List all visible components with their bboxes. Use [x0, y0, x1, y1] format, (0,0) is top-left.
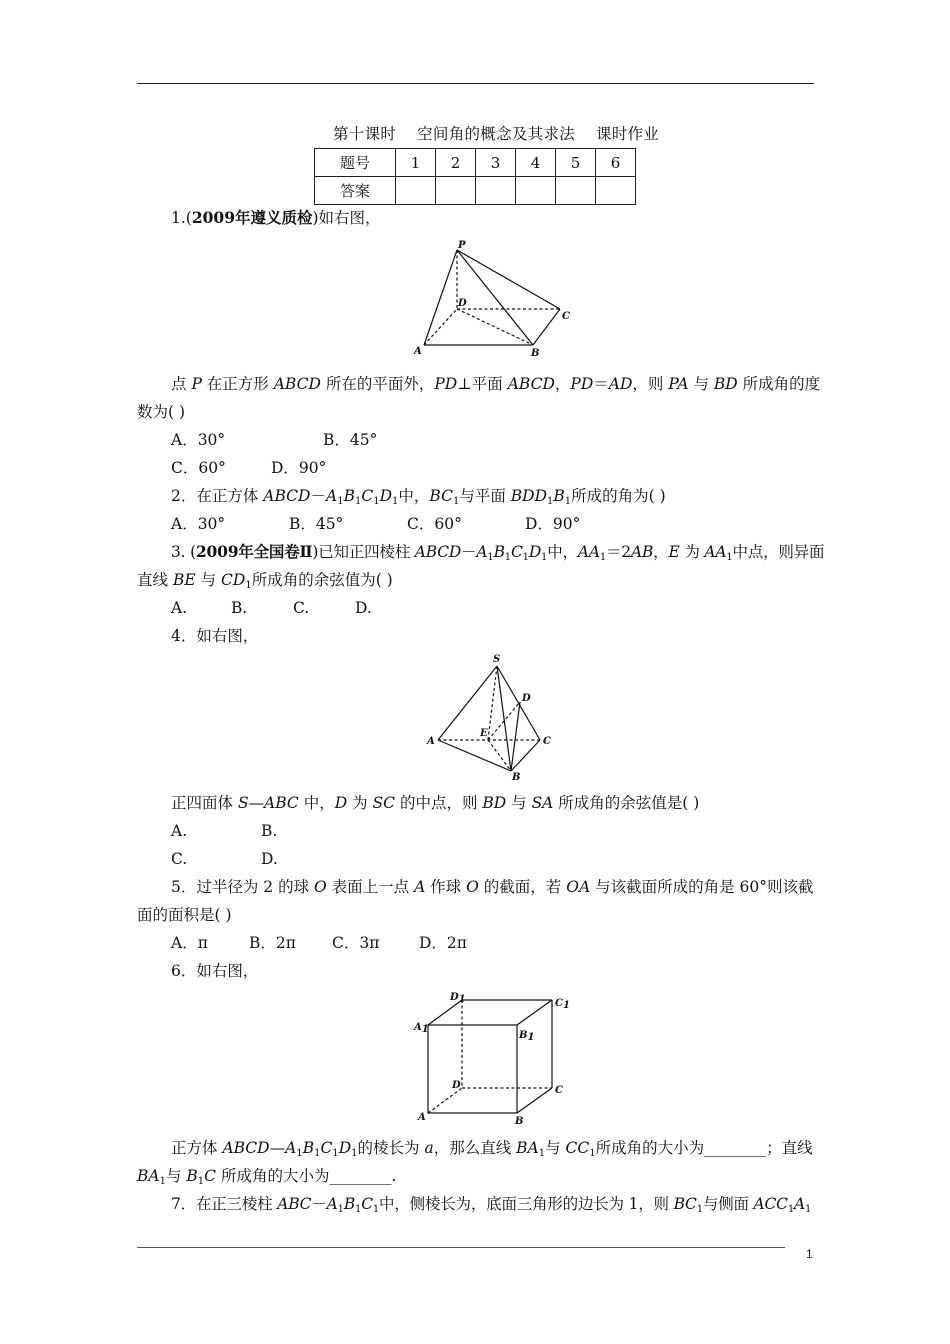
option-d: D．90° [271, 459, 327, 477]
label-D: D [458, 298, 467, 309]
option-d: D．2π [419, 934, 467, 952]
answer-cell [556, 177, 596, 205]
option-c: C．60° [171, 459, 226, 477]
option-c: C．3π [332, 934, 380, 952]
option-c: C．60° [407, 515, 462, 533]
option-b: B．45° [323, 431, 378, 449]
label-D1: D1 [450, 992, 466, 1005]
q4-options-cd [171, 849, 278, 869]
label-A: A [418, 1112, 426, 1123]
option-b: B．2π [249, 934, 296, 952]
q3-text-line2: 直线 BE 与 $CD_1$所成角的余弦值为( ) [137, 571, 393, 591]
label-A: A [414, 346, 422, 357]
table-cell: 4 [516, 149, 556, 177]
option-c: C. [293, 599, 310, 617]
label-A: A [427, 736, 435, 747]
table-header-cell: 题号 [315, 149, 396, 177]
header-rule [137, 83, 814, 84]
label-D: D [522, 693, 531, 704]
label-A1: A1 [414, 1022, 429, 1035]
figure-tetrahedron [424, 650, 564, 782]
label-B: B [512, 772, 521, 782]
q2-text: 2．在正方体 $ABCD-A_1B_1C_1D_1$中，$BC_1$与平面 $BDD_1B_1$所成的角为( ) [171, 487, 666, 507]
q2-options [171, 514, 580, 534]
q4-options-ab [171, 821, 277, 841]
page-title: 第十课时 空间角的概念及其求法 课时作业 [333, 125, 660, 143]
label-B: B [531, 348, 540, 359]
answer-cell [396, 177, 436, 205]
option-a: A．π [171, 934, 208, 952]
option-b: B．45° [289, 515, 344, 533]
option-a: A. [171, 822, 188, 840]
table-cell: 5 [556, 149, 596, 177]
q1-text-line1: 点 P 在正方形 ABCD 所在的平面外，PD⊥平面 ABCD，PD＝AD，则 PA 与 BD 所成角的度 [171, 375, 821, 393]
q1-text-line2: 数为( ) [137, 403, 186, 421]
option-c: C. [171, 850, 188, 868]
label-S: S [493, 654, 501, 665]
label-C: C [555, 1085, 563, 1096]
table-row [315, 177, 636, 205]
table-cell: 6 [596, 149, 636, 177]
table-cell: 3 [476, 149, 516, 177]
answer-cell [436, 177, 476, 205]
q1-intro: 1.(2009年遵义质检)如右图， [171, 208, 381, 227]
table-row [315, 149, 636, 177]
figure-cube [410, 988, 580, 1128]
q1-options-cd [171, 458, 326, 478]
option-b: B. [231, 599, 248, 617]
q7-text: 7．在正三棱柱 $ABC-A_1B_1C_1$中，侧棱长为，底面三角形的边长为 1，则 $BC_1$与侧面 $ACC_1A_1$ [171, 1195, 812, 1215]
option-a: A．30° [171, 431, 226, 449]
label-B: B [515, 1116, 524, 1127]
label-C: C [562, 311, 570, 322]
option-d: D．90° [525, 515, 581, 533]
option-a: A．30° [171, 515, 226, 533]
answer-cell [596, 177, 636, 205]
q6-text-line1: 正方体 $ABCD—A_1B_1C_1D_1$的棱长为 a，那么直线 $BA_1$与 $CC_1$所成角的大小为________；直线 [171, 1139, 813, 1159]
page-number: 1 [806, 1247, 813, 1261]
q5-text-line1: 5．过半径为 2 的球 O 表面上一点 A 作球 O 的截面，若 OA 与该截面所成的角是 60°则该截 [171, 878, 814, 896]
label-C: C [543, 736, 551, 747]
q4-intro: 4．如右图， [171, 627, 259, 645]
label-D: D [452, 1080, 461, 1091]
q4-text: 正四面体 S—ABC 中，D 为 SC 的中点，则 BD 与 SA 所成角的余弦值是( ) [171, 794, 700, 812]
option-d: D. [261, 850, 278, 868]
q6-intro: 6．如右图， [171, 962, 259, 980]
q5-options [171, 933, 467, 953]
q3-options [171, 598, 372, 618]
label-B1: B1 [519, 1030, 535, 1043]
q3-text-line1: 3. (2009年全国卷Ⅱ)已知正四棱柱 $ABCD-A_1B_1C_1D_1$中，$AA_1=2AB$，E 为 $AA_1$中点，则异面 [171, 542, 825, 563]
label-P: P [458, 240, 466, 251]
label-E: E [480, 728, 488, 739]
q5-text-line2: 面的面积是( ) [137, 906, 232, 924]
table-cell: 1 [396, 149, 436, 177]
option-d: D. [355, 599, 372, 617]
table-header-cell: 答案 [315, 177, 396, 205]
figure-pyramid-pabcd [410, 238, 580, 360]
footer-rule [137, 1247, 785, 1248]
q1-options-ab [171, 430, 377, 450]
answer-cell [476, 177, 516, 205]
option-a: A. [171, 599, 188, 617]
q6-text-line2: $BA_1$与 $B_1C$ 所成角的大小为________. [137, 1167, 397, 1187]
label-C1: C1 [555, 998, 570, 1011]
table-cell: 2 [436, 149, 476, 177]
answer-cell [516, 177, 556, 205]
option-b: B. [261, 822, 278, 840]
answer-table [314, 148, 636, 205]
